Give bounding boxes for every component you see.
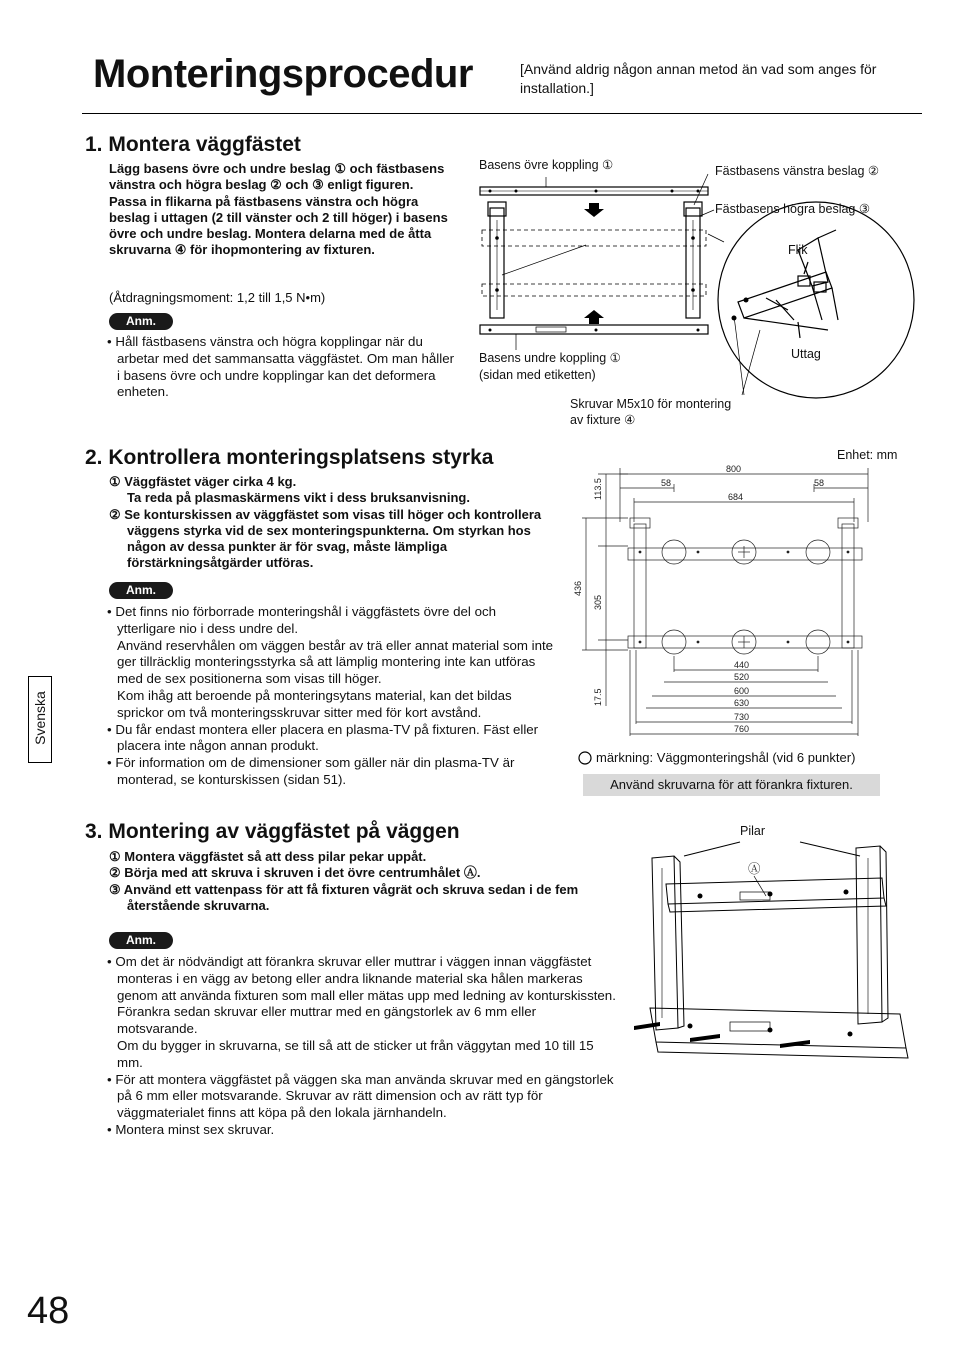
mounting-hole-legend: märkning: Väggmonteringshål (vid 6 punkter) bbox=[596, 750, 856, 765]
section1-torque: (Åtdragningsmoment: 1,2 till 1,5 N•m) bbox=[109, 290, 326, 305]
section3-note-1: • Om det är nödvändigt att förankra skruvar eller muttrar i väggen innan väggfästet monteras i en vägg av betong eller andra liknande material ska hålen markeras genom att använda fixturen som mall eller mätas upp med ledning av konturskissten. Förankra sedan skruvar eller muttrar med en gängstorlek av 6 mm eller motsvarande. Om du bygger in skruvarna, se till så att de sticker ut från väggytan med 10 till 15 mm. bbox=[107, 954, 616, 1070]
section3-step-2: ② Börja med att skruva i skruven i det övre centrumhålet Ⓐ. bbox=[109, 865, 481, 881]
dim-17-5: 17.5 bbox=[593, 688, 603, 706]
section1-instructions: Lägg basens övre och undre beslag ① och fästbasens vänstra och högra beslag ② och ③ enligt figuren. Passa in flikarna på fästbasens vänstra och högra beslag i uttagen (2 till vänster och 2 till höger) i basens övre och undre beslag. Montera delarna med de åtta skruvarna ④ för ihopmontering av fixturen. bbox=[109, 161, 448, 258]
label-arrows: Pilar bbox=[740, 824, 766, 838]
section3-step-1: ① Montera väggfästet så att dess pilar pekar uppåt. bbox=[109, 849, 427, 864]
section3-note-2: • För att montera väggfästet på väggen ska man använda skruvar med en gängstorlek på 6 mm eller motsvarande. Skruvar av rätt dimension och av rätt typ för väggmaterialet finns att köpa på den lokala järnhandeln. bbox=[107, 1071, 614, 1121]
anm-badge-2: Anm. bbox=[109, 582, 173, 599]
section2-step-1: ① Väggfästet väger cirka 4 kg. Ta reda på plasmaskärmens vikt i dess bruksanvisning. bbox=[109, 474, 470, 506]
label-screws-2: av fixture ④ bbox=[570, 413, 636, 427]
anm-badge-1: Anm. bbox=[109, 313, 173, 330]
dim-760: 760 bbox=[734, 724, 750, 734]
section2-note-3: • För information om de dimensioner som gäller när din plasma-TV är monterad, se konturskissen (sidan 51). bbox=[107, 755, 515, 787]
section1-heading: 1. Montera väggfästet bbox=[85, 133, 301, 156]
section3-note-3: • Montera minst sex skruvar. bbox=[107, 1121, 275, 1137]
label-right-bracket: Fästbasens högra beslag ③ bbox=[715, 202, 871, 216]
mounting-hole-legend-icon bbox=[578, 751, 592, 765]
section2-step-2: ② Se konturskissen av väggfästet som visas till höger och kontrollera väggens styrka vid de sex monteringspunkterna. Om styrkan hos någon av dessa punkter är för svag, måste lämpliga förstärkningsåtgärder utföras. bbox=[109, 506, 542, 571]
dim-800: 800 bbox=[726, 464, 742, 474]
page-title: Monteringsprocedur bbox=[93, 52, 473, 96]
section3-step-3: ③ Använd ett vattenpass för att få fixturen vågrät och skruva sedan i de fem återstående skruvarna. bbox=[109, 881, 579, 913]
label-point-a: Ⓐ bbox=[748, 862, 761, 876]
unit-label: Enhet: mm bbox=[837, 448, 898, 462]
title-rule bbox=[82, 113, 922, 114]
section2-heading: 2. Kontrollera monteringsplatsens styrka bbox=[85, 446, 494, 469]
label-lower-coupling: Basens undre koppling ① bbox=[479, 351, 621, 365]
language-tab-label: Svenska bbox=[32, 691, 48, 745]
dim-58-left: 58 bbox=[661, 478, 672, 488]
dim-305: 305 bbox=[593, 594, 603, 610]
dim-730: 730 bbox=[734, 712, 750, 722]
section3-heading: 3. Montering av väggfästet på väggen bbox=[85, 820, 460, 843]
dim-436: 436 bbox=[573, 580, 583, 596]
screw-anchor-note: Använd skruvarna för att förankra fixturen. bbox=[583, 774, 880, 796]
page-number: 48 bbox=[27, 1290, 70, 1332]
installation-warning: [Använd aldrig någon annan metod än vad som anges för installation.] bbox=[520, 61, 877, 96]
label-tab: Flik bbox=[788, 243, 808, 257]
dim-113-5: 113.5 bbox=[593, 478, 603, 500]
section1-note: • Håll fästbasens vänstra och högra kopplingar när du arbetar med det sammansatta väggfästet. Om man håller i basens övre och undre kopplingar kan det deformera enheten. bbox=[107, 334, 455, 400]
label-slot: Uttag bbox=[791, 347, 821, 361]
dim-58-right: 58 bbox=[814, 478, 825, 488]
dim-630: 630 bbox=[734, 698, 750, 708]
dimension-drawing bbox=[573, 460, 908, 760]
language-tab bbox=[28, 676, 52, 763]
label-left-bracket: Fästbasens vänstra beslag ② bbox=[715, 164, 880, 178]
section2-note-2: • Du får endast montera eller placera en plasma-TV på fixturen. Fäst eller placera inte någon annan produkt. bbox=[107, 721, 539, 754]
wall-mount-figure bbox=[630, 838, 912, 1060]
anm-badge-3: Anm. bbox=[109, 932, 173, 949]
section2-note-1: • Det finns nio förborrade monteringshål i väggfästets övre del och ytterligare nio i dess undre del. Använd reservhålen om väggen består av trä eller annat material som inte ger tillräcklig monteringsstyrka så att lämplig montering inte kan utföras med de sex positionerna som visas till höger. Kom ihåg att beroende på monteringsytans material, kan det bildas sprickor om två monteringsskruvar sitter med för kort avstånd. bbox=[107, 604, 554, 720]
dim-600: 600 bbox=[734, 686, 750, 696]
dim-520: 520 bbox=[734, 672, 750, 682]
dim-440: 440 bbox=[734, 660, 750, 670]
bracket-assembly-figure bbox=[476, 150, 916, 430]
dim-684: 684 bbox=[728, 492, 744, 502]
label-lower-coupling-side: (sidan med etiketten) bbox=[479, 368, 596, 382]
label-screws: Skruvar M5x10 för montering bbox=[570, 397, 732, 411]
label-upper-coupling: Basens övre koppling ① bbox=[479, 158, 614, 172]
